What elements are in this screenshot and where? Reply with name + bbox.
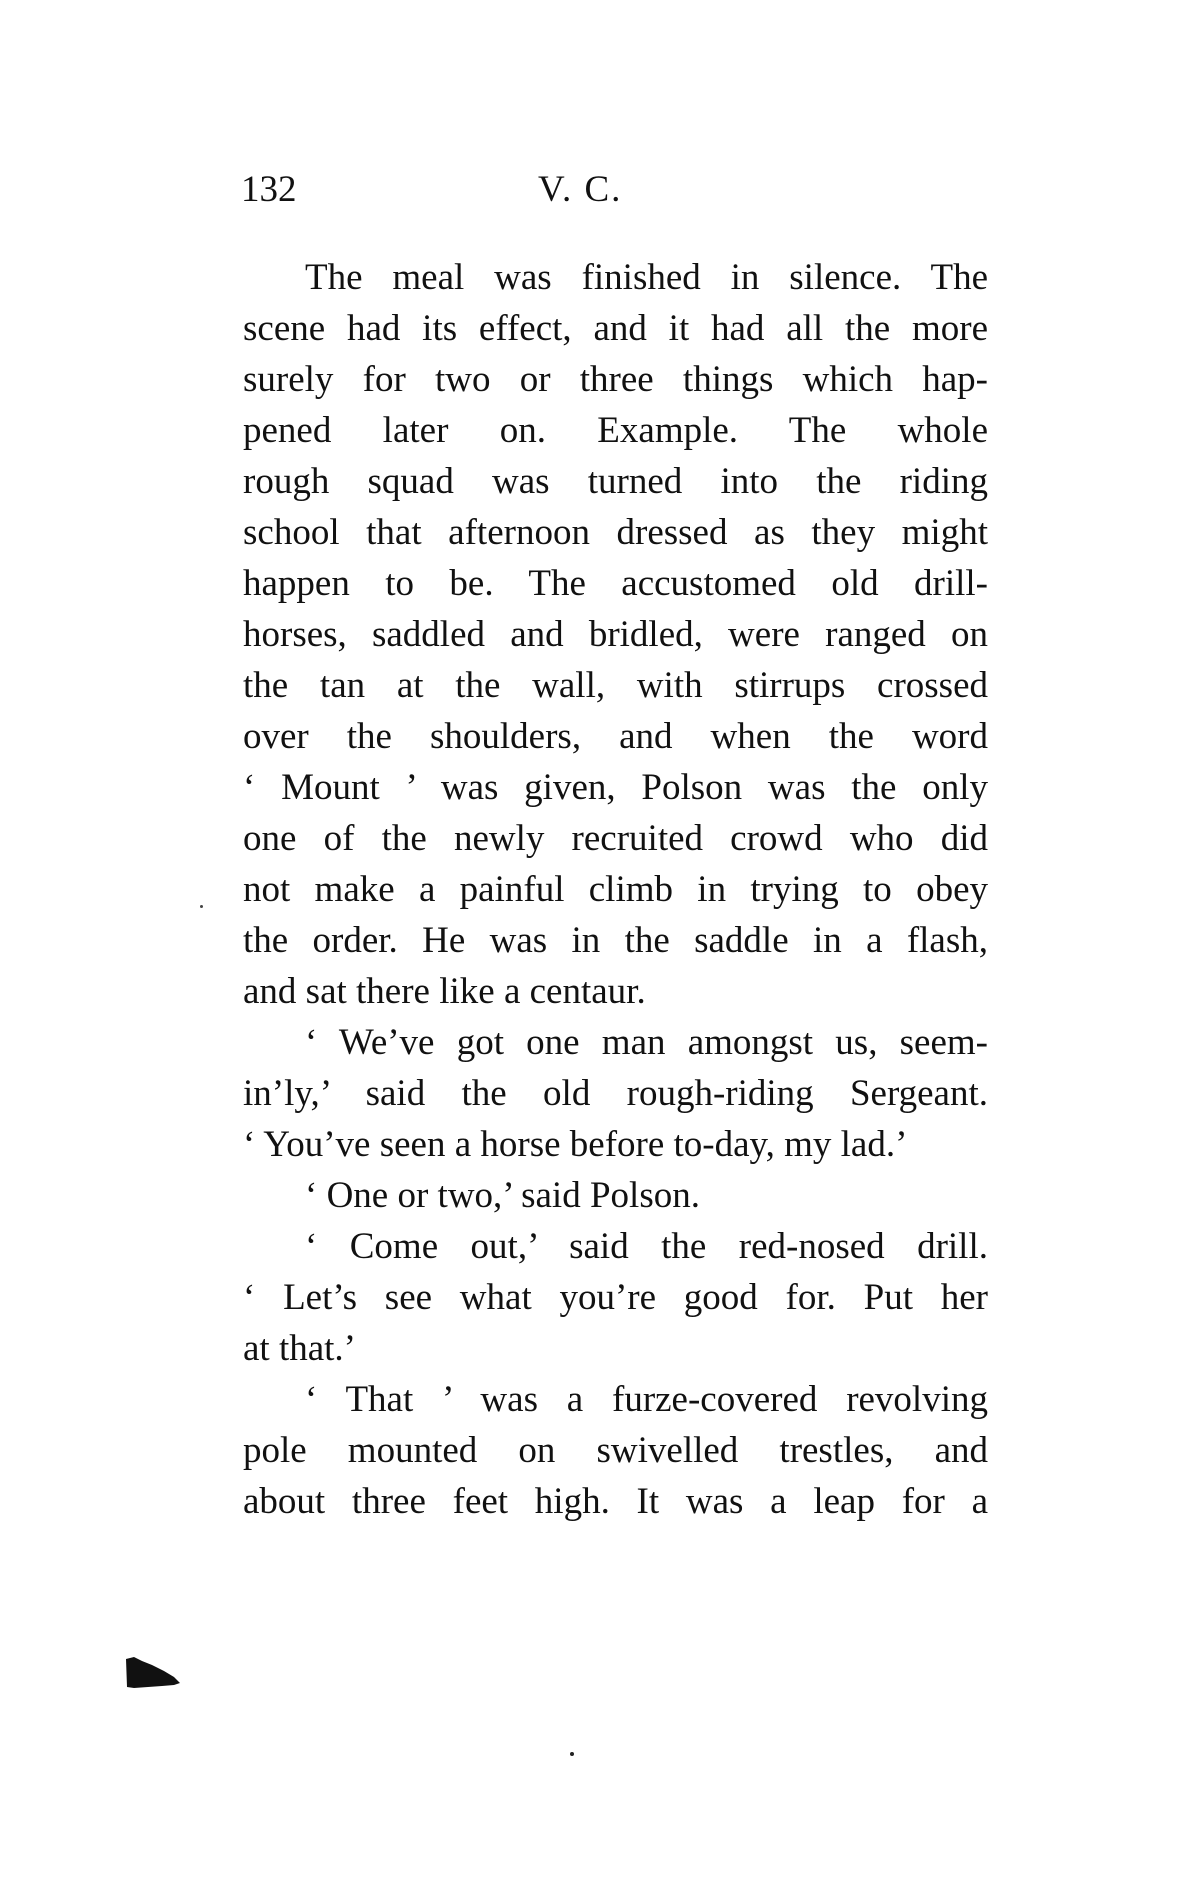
text-line: ‘ We’ve got one man amongst us, seem- — [305, 1022, 988, 1063]
text-line: at that.’ — [243, 1328, 357, 1369]
text-line: happen to be. The accustomed old drill- — [243, 563, 988, 604]
text-line: ‘ Mount ’ was given, Polson was the only — [243, 767, 988, 808]
text-line: pened later on. Example. The whole — [243, 410, 988, 451]
text-line: not make a painful climb in trying to obey — [243, 869, 988, 910]
margin-speck — [200, 905, 203, 908]
text-line: horses, saddled and bridled, were ranged on — [243, 614, 988, 655]
text-line: one of the newly recruited crowd who did — [243, 818, 988, 859]
text-line: and sat there like a centaur. — [243, 971, 646, 1012]
text-line: ‘ Come out,’ said the red-nosed drill. — [305, 1226, 988, 1267]
text-line: about three feet high. It was a leap for a — [243, 1481, 988, 1522]
text-line: over the shoulders, and when the word — [243, 716, 988, 757]
body-text — [243, 252, 988, 1527]
running-title: V. C. — [538, 169, 623, 210]
text-line: The meal was finished in silence. The — [305, 257, 988, 298]
text-line: scene had its effect, and it had all the more — [243, 308, 988, 349]
text-line: the order. He was in the saddle in a flash, — [243, 920, 988, 961]
text-line: school that afternoon dressed as they might — [243, 512, 988, 553]
text-line: ‘ You’ve seen a horse before to-day, my lad.’ — [243, 1124, 908, 1165]
text-line: surely for two or three things which hap- — [243, 359, 988, 400]
page-number: 132 — [241, 169, 297, 210]
text-line: ‘ Let’s see what you’re good for. Put her — [243, 1277, 988, 1318]
text-line: in’ly,’ said the old rough-riding Sergeant. — [243, 1073, 988, 1114]
page-tab-mark-icon — [124, 1655, 182, 1689]
running-head — [241, 168, 991, 220]
text-line: rough squad was turned into the riding — [243, 461, 988, 502]
text-line: ‘ That ’ was a furze-covered revolving — [305, 1379, 988, 1420]
bottom-speck — [570, 1752, 574, 1756]
text-line: pole mounted on swivelled trestles, and — [243, 1430, 988, 1471]
text-line: the tan at the wall, with stirrups crossed — [243, 665, 988, 706]
text-line: ‘ One or two,’ said Polson. — [305, 1175, 700, 1216]
